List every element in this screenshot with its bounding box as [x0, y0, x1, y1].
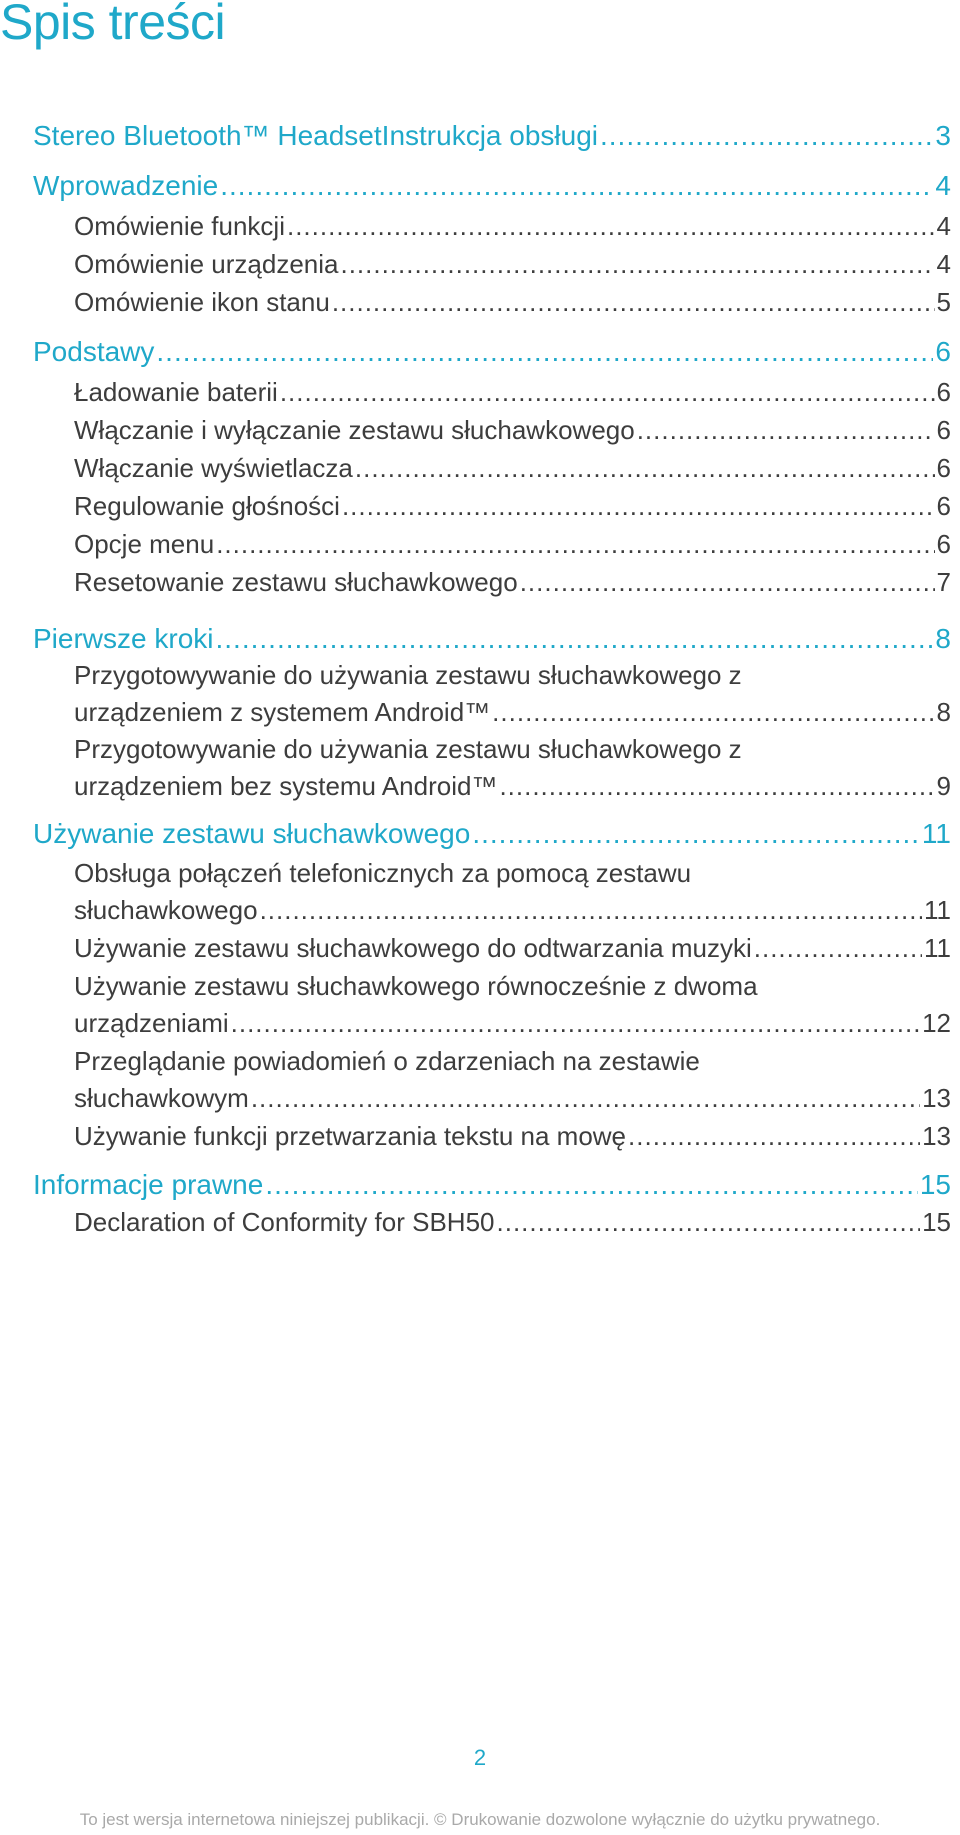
toc-entry[interactable]: [74, 374, 951, 411]
toc-entry-page: 8: [936, 697, 951, 727]
toc-entry-title: Używanie zestawu słuchawkowego do odtwarzania muzyki: [74, 933, 752, 963]
dot-leader: [499, 768, 934, 805]
toc-entry-title: Pierwsze kroki: [33, 623, 214, 654]
dot-leader: [260, 892, 922, 929]
toc-entry-title: Włączanie wyświetlacza: [74, 453, 353, 483]
toc-entry-title: Używanie zestawu słuchawkowego: [33, 818, 471, 849]
toc-entry-page: 9: [936, 771, 951, 801]
toc-entry-line1[interactable]: [74, 657, 951, 694]
toc-entry[interactable]: [33, 1166, 951, 1203]
toc-entry-title: Używanie funkcji przetwarzania tekstu na mowę: [74, 1121, 627, 1151]
toc-entry-title: Declaration of Conformity for SBH50: [74, 1207, 495, 1237]
toc-entry-page: 4: [936, 211, 951, 241]
dot-leader: [355, 450, 935, 487]
dot-leader: [220, 167, 933, 204]
toc-entry-page: 4: [935, 170, 951, 201]
toc-entry-title: Omówienie urządzenia: [74, 249, 339, 279]
toc-entry[interactable]: [33, 333, 951, 370]
page-title: Spis treści: [0, 0, 226, 50]
dot-leader: [628, 1118, 920, 1155]
toc-entry-page: 5: [936, 287, 951, 317]
dot-leader: [332, 284, 935, 321]
toc-entry-page: 4: [936, 249, 951, 279]
dot-leader: [265, 1166, 918, 1203]
dot-leader: [215, 620, 933, 657]
toc-entry-page: 6: [936, 491, 951, 521]
toc-entry-title: Podstawy: [33, 336, 155, 367]
toc-entry-page: 15: [922, 1207, 951, 1237]
toc-entry[interactable]: [74, 930, 951, 967]
toc-entry-title: słuchawkowego: [74, 895, 258, 925]
dot-leader: [231, 1005, 920, 1042]
toc-entry-line2[interactable]: [74, 1080, 951, 1117]
toc-entry[interactable]: [33, 620, 951, 657]
dot-leader: [156, 333, 933, 370]
page-number: 2: [473, 1745, 487, 1770]
dot-leader: [600, 117, 933, 154]
dot-leader: [754, 930, 922, 967]
toc-entry-title: Przeglądanie powiadomień o zdarzeniach na zestawie: [74, 1046, 700, 1076]
dot-leader: [637, 412, 935, 449]
toc-entry-page: 6: [935, 336, 951, 367]
toc-entry-title: urządzeniem z systemem Android™: [74, 697, 491, 727]
toc-entry[interactable]: [74, 450, 951, 487]
dot-leader: [280, 374, 935, 411]
dot-leader: [251, 1080, 920, 1117]
toc-entry-page: 11: [924, 933, 951, 963]
toc-entry-line2[interactable]: [74, 1005, 951, 1042]
toc-entry[interactable]: [74, 208, 951, 245]
toc-entry-title: urządzeniem bez systemu Android™: [74, 771, 498, 801]
toc-entry-page: 6: [936, 529, 951, 559]
toc-entry[interactable]: [33, 815, 951, 852]
toc-entry-page: 7: [936, 567, 951, 597]
toc-entry-title: Regulowanie głośności: [74, 491, 340, 521]
toc-entry-page: 13: [922, 1083, 951, 1113]
toc-entry-line2[interactable]: [74, 694, 951, 731]
toc-entry-title: urządzeniami: [74, 1008, 229, 1038]
toc-entry-page: 15: [919, 1169, 951, 1200]
dot-leader: [342, 488, 935, 525]
toc-entry-title: Włączanie i wyłączanie zestawu słuchawkowego: [74, 415, 635, 445]
footer-note: To jest wersja internetowa niniejszej publikacji. © Drukowanie dozwolone wyłącznie do użytku prywatnego.: [79, 1810, 881, 1829]
dot-leader: [340, 246, 934, 283]
toc-entry[interactable]: [33, 117, 951, 154]
toc-entry-title: Omówienie funkcji: [74, 211, 285, 241]
dot-leader: [492, 694, 934, 731]
dot-leader: [497, 1204, 921, 1241]
toc-entry[interactable]: [33, 167, 951, 204]
toc-entry-line1[interactable]: [74, 731, 951, 768]
toc-entry-line2[interactable]: [74, 892, 951, 929]
toc-entry[interactable]: [74, 412, 951, 449]
toc-entry-line1[interactable]: [74, 968, 951, 1005]
toc-entry-title: Wprowadzenie: [33, 170, 219, 201]
toc-entry-title: Informacje prawne: [33, 1169, 264, 1200]
toc-entry-line1[interactable]: [74, 1043, 951, 1080]
toc-entry-page: 11: [924, 895, 951, 925]
toc-entry[interactable]: [74, 246, 951, 283]
dot-leader: [216, 526, 934, 563]
toc-entry-page: 11: [921, 818, 951, 849]
toc-entry-page: 12: [922, 1008, 951, 1038]
toc-entry-title: Przygotowywanie do używania zestawu słuchawkowego z: [74, 734, 742, 764]
toc-entry[interactable]: [74, 488, 951, 525]
toc-entry-page: 6: [936, 453, 951, 483]
toc-entry[interactable]: [74, 1118, 951, 1155]
toc-entry-page: 13: [922, 1121, 951, 1151]
toc-entry-title: Ładowanie baterii: [74, 377, 278, 407]
toc-entry-title: Używanie zestawu słuchawkowego równocześnie z dwoma: [74, 971, 758, 1001]
toc-entry[interactable]: [74, 1204, 951, 1241]
toc-entry-title: słuchawkowym: [74, 1083, 249, 1113]
toc-entry[interactable]: [74, 526, 951, 563]
toc-entry-title: Opcje menu: [74, 529, 215, 559]
dot-leader: [472, 815, 920, 852]
toc-entry-page: 3: [935, 120, 951, 151]
dot-leader: [520, 564, 935, 601]
toc-entry-title: Stereo Bluetooth™ HeadsetInstrukcja obsługi: [33, 120, 598, 151]
dot-leader: [287, 208, 935, 245]
toc-entry-title: Obsługa połączeń telefonicznych za pomocą zestawu: [74, 858, 692, 888]
toc-entry[interactable]: [74, 564, 951, 601]
toc-entry-title: Resetowanie zestawu słuchawkowego: [74, 567, 518, 597]
toc-entry[interactable]: [74, 284, 951, 321]
toc-entry-page: 6: [936, 377, 951, 407]
toc-entry-page: 6: [936, 415, 951, 445]
toc-entry-title: Przygotowywanie do używania zestawu słuchawkowego z: [74, 660, 742, 690]
toc-entry-line1[interactable]: [74, 855, 951, 892]
toc-entry-page: 8: [935, 623, 951, 654]
toc-entry-title: Omówienie ikon stanu: [74, 287, 330, 317]
toc-entry-line2[interactable]: [74, 768, 951, 805]
